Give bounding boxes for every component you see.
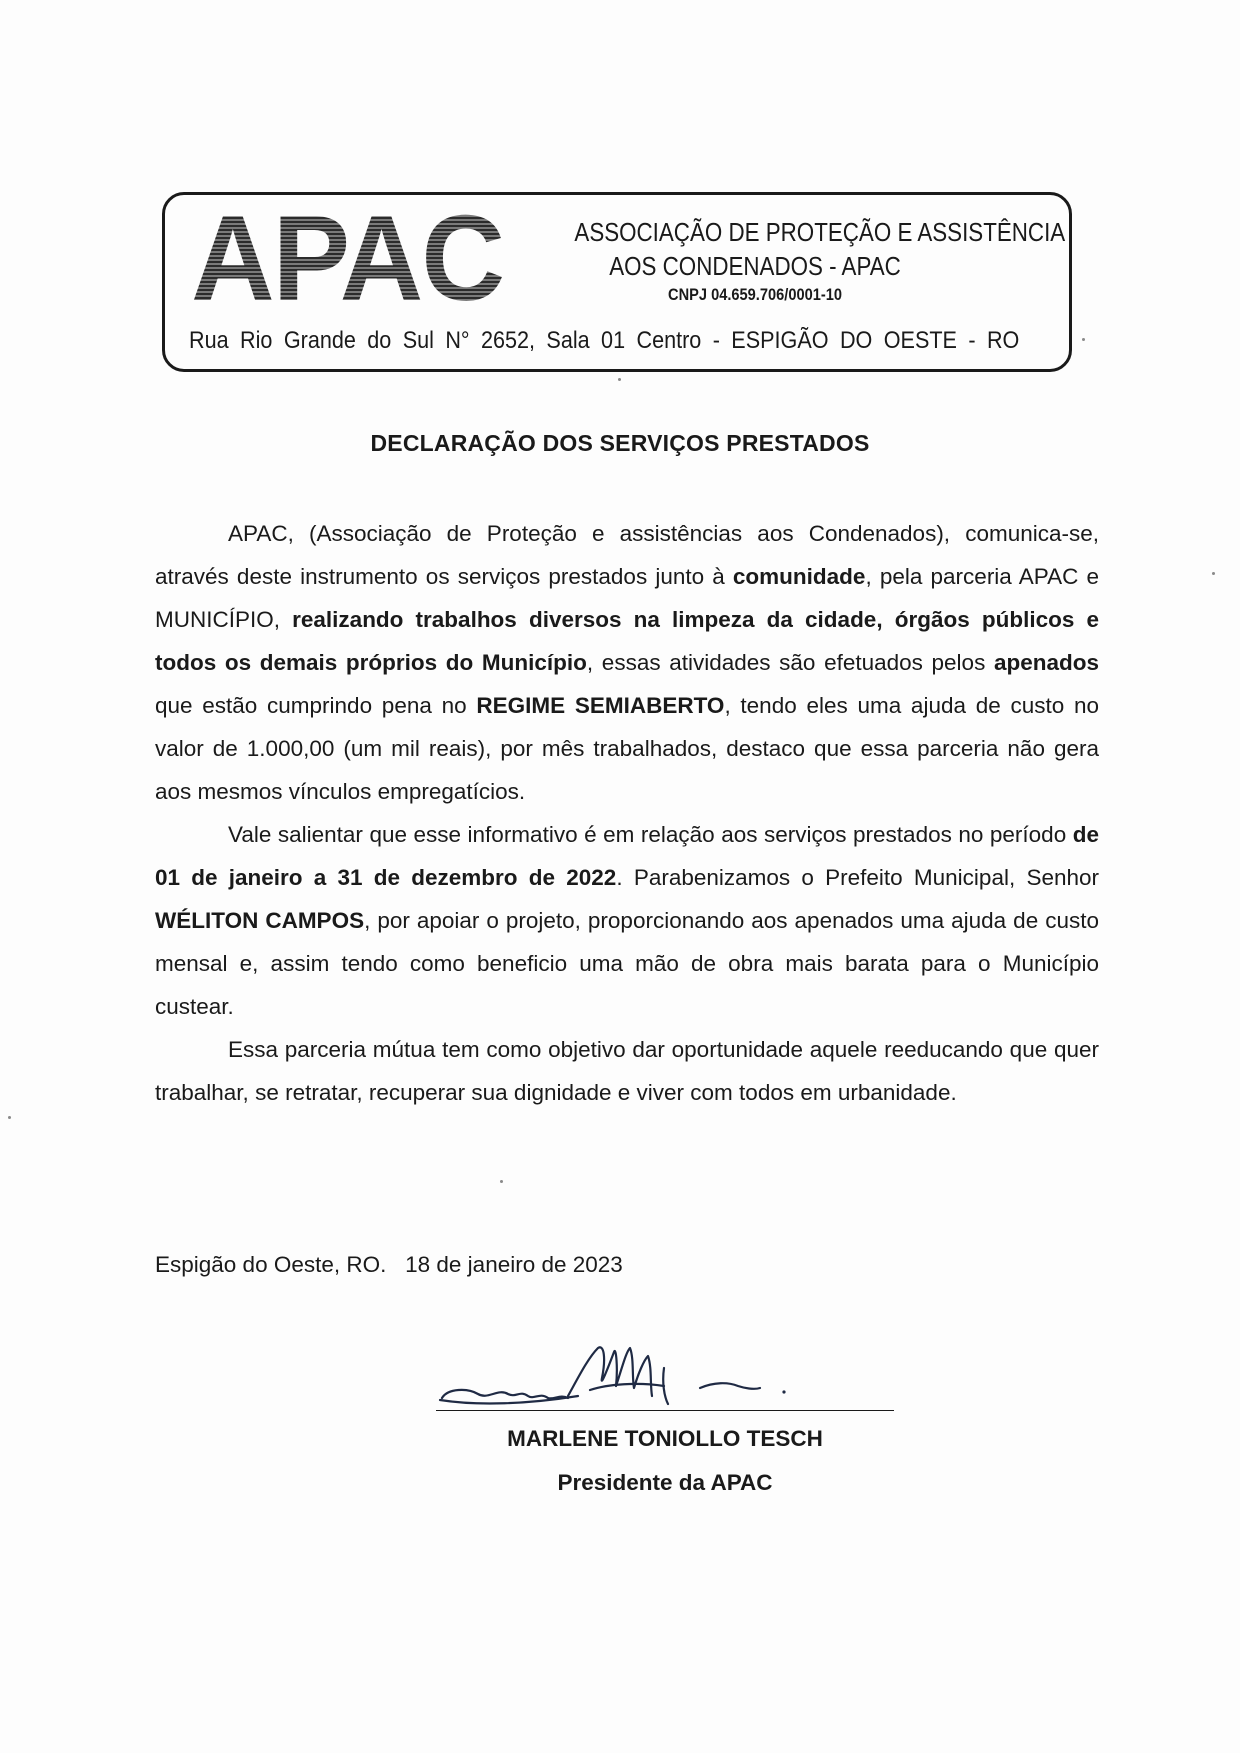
paragraph-1-bold-3: apenados bbox=[993, 650, 1099, 675]
paragraph-1-bold-1: comunidade bbox=[732, 564, 866, 589]
paragraph-2-bold-1: de 01 de janeiro a 31 de dezembro de 2022 bbox=[155, 822, 1099, 890]
paragraph-1-text-5: , tendo eles uma ajuda de custo no valor de 1.000,00 (um mil reais), por mês trabalhados, destaco que essa parceria não gera aos mesmos vínculos empregatícios. bbox=[155, 693, 1099, 804]
paragraph-2 bbox=[155, 813, 1099, 1028]
organization-name bbox=[574, 215, 1066, 283]
paragraph-1 bbox=[155, 512, 1099, 813]
letterhead bbox=[162, 192, 1072, 372]
paragraph-1-text-4: que estão cumprindo pena no bbox=[155, 693, 477, 718]
scan-speck bbox=[8, 1116, 11, 1119]
paragraph-1-bold-2: realizando trabalhos diversos na limpeza da cidade, órgãos públicos e todos os demais próprios do Município bbox=[155, 607, 1099, 675]
scan-speck bbox=[1082, 338, 1085, 341]
signer-role: Presidente da APAC bbox=[557, 1470, 773, 1495]
paragraph-2-bold-2: WÉLITON CAMPOS bbox=[155, 908, 365, 933]
scan-speck bbox=[500, 1180, 503, 1183]
paragraph-1-bold-4: REGIME SEMIABERTO bbox=[476, 693, 725, 718]
paragraph-1-text-1: APAC, (Associação de Proteção e assistências aos Condenados), comunica-se, através deste instrumento os serviços prestados junto à bbox=[155, 521, 1099, 589]
place-and-date: Espigão do Oeste, RO. 18 de janeiro de 2023 bbox=[155, 1252, 623, 1277]
paragraph-3: Essa parceria mútua tem como objetivo dar oportunidade aquele reeducando que quer trabalhar, se retratar, recuperar sua dignidade e viver com todos em urbanidade. bbox=[155, 1037, 1099, 1105]
paragraph-2-text-2: . Parabenizamos o Prefeito Municipal, Senhor bbox=[616, 865, 1099, 890]
organization-address: Rua Rio Grande do Sul N° 2652, Sala 01 Centro - ESPIGÃO DO OESTE - RO bbox=[189, 327, 1020, 354]
document-title: DECLARAÇÃO DOS SERVIÇOS PRESTADOS bbox=[370, 430, 870, 456]
paragraph-2-text-3: , por apoiar o projeto, proporcionando aos apenados uma ajuda de custo mensal e, assim tendo como beneficio uma mão de obra mais barata para o Município custear. bbox=[155, 908, 1099, 1019]
document-body bbox=[155, 512, 1099, 1114]
cnpj-number: CNPJ 04.659.706/0001-10 bbox=[668, 285, 842, 304]
signature-line bbox=[436, 1410, 894, 1411]
scan-speck bbox=[1212, 572, 1215, 575]
paragraph-1-text-2: , pela parceria APAC e MUNICÍPIO, bbox=[155, 564, 1099, 632]
handwritten-signature bbox=[438, 1338, 858, 1410]
paragraph-2-text-1: Vale salientar que esse informativo é em relação aos serviços prestados no período bbox=[228, 822, 1073, 847]
scan-speck bbox=[618, 378, 621, 381]
apac-logo: APAC bbox=[191, 190, 504, 326]
organization-name-line2: AOS CONDENADOS - APAC bbox=[609, 251, 901, 281]
organization-name-line1: ASSOCIAÇÃO DE PROTEÇÃO E ASSISTÊNCIA bbox=[574, 217, 1066, 247]
paragraph-1-text-3: , essas atividades são efetuados pelos bbox=[586, 650, 994, 675]
signer-name: MARLENE TONIOLLO TESCH bbox=[507, 1426, 823, 1451]
